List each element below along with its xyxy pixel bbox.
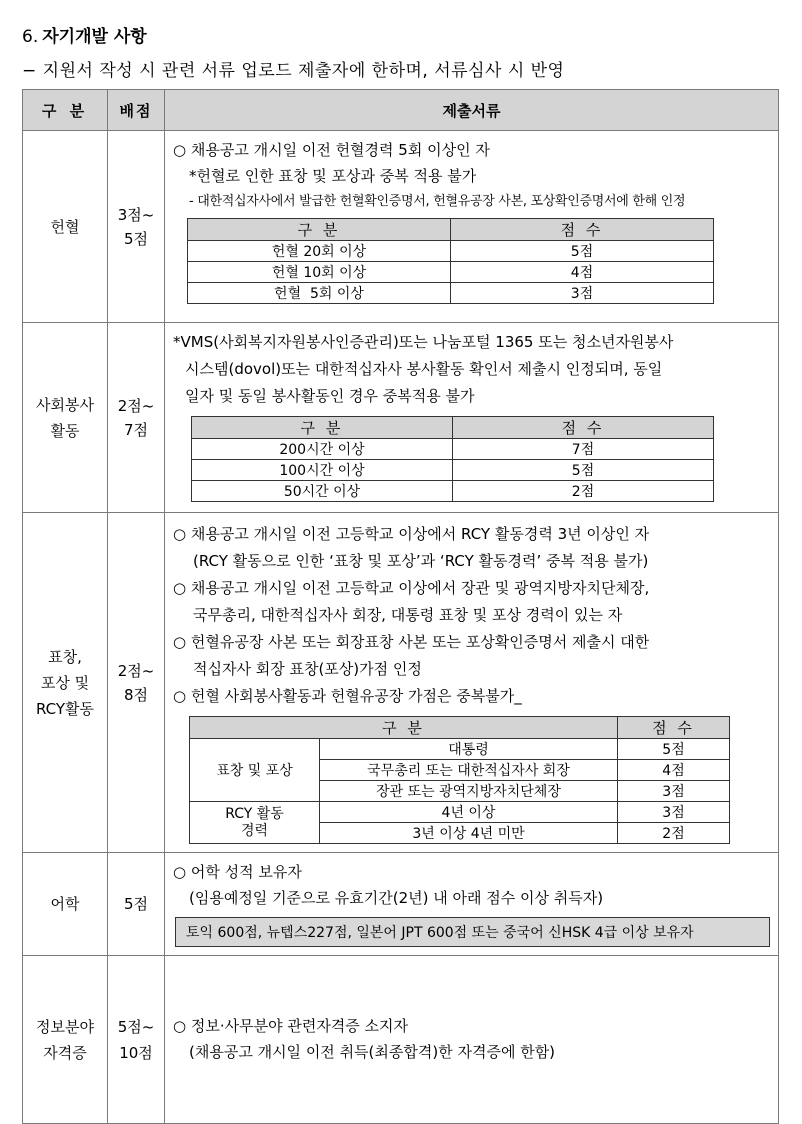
category-label: 사회봉사 <box>36 395 94 414</box>
note-line: (임용예정일 기준으로 유효기간(2년) 내 아래 점수 이상 취득자) <box>189 889 604 907</box>
requirement-line: 국무총리, 대한적십자사 회장, 대통령 표창 및 포상 경력이 있는 자 <box>193 606 623 624</box>
header-row <box>23 90 779 131</box>
points-min: 3점~ <box>117 205 155 224</box>
points-cell <box>108 853 165 956</box>
category-cell <box>23 513 108 853</box>
category-cell <box>23 323 108 513</box>
requirement-line: ○ 헌혈유공장 사본 또는 회장표창 사본 또는 포상확인증명서 제출시 대한 <box>173 633 650 651</box>
score-criterion: 헌혈 20회 이상 <box>188 241 451 262</box>
score-group-label <box>190 802 320 844</box>
score-table <box>191 416 714 502</box>
score-header-points: 점 수 <box>453 417 714 439</box>
score-criterion: 헌혈 10회 이상 <box>188 262 451 283</box>
score-group-label-line: RCY 활동 <box>225 805 284 822</box>
documents-cell <box>165 131 779 323</box>
category-cell <box>23 956 108 1124</box>
category-label: 포상 및 <box>40 673 90 692</box>
score-criterion: 4년 이상 <box>320 802 618 823</box>
score-row <box>192 460 714 481</box>
points-max: 10점 <box>119 1043 153 1062</box>
category-label: 헌혈 <box>50 217 80 236</box>
note-line: *VMS(사회복지자원봉사인증관리)또는 나눔포털 1365 또는 청소년자원봉사 <box>173 333 674 351</box>
note-line: - 대한적십자사에서 발급한 헌혈확인증명서, 헌혈유공장 사본, 포상확인증명서에 한해 인정 <box>189 194 686 209</box>
category-label: 자격증 <box>43 1043 87 1062</box>
note-line: *헌혈로 인한 표창 및 포상과 중복 적용 불가 <box>189 167 477 185</box>
note-line: 일자 및 동일 봉사활동인 경우 중복적용 불가 <box>185 387 475 405</box>
documents-cell <box>165 513 779 853</box>
points-cell <box>108 513 165 853</box>
points-max: 5점 <box>123 229 149 248</box>
score-row <box>190 739 730 760</box>
requirement-line: ○ 채용공고 개시일 이전 헌혈경력 5회 이상인 자 <box>173 141 490 159</box>
points-cell <box>108 323 165 513</box>
note-line: (RCY 활동으로 인한 ‘표창 및 포상’과 ‘RCY 활동경력’ 중복 적용 불가) <box>193 552 649 570</box>
score-table <box>187 218 714 304</box>
row-language <box>23 853 779 956</box>
score-criterion: 3년 이상 4년 미만 <box>320 823 618 844</box>
section-title <box>22 22 147 47</box>
score-criterion: 200시간 이상 <box>192 439 453 460</box>
category-cell <box>23 853 108 956</box>
header-documents: 제출서류 <box>165 90 779 131</box>
category-cell <box>23 131 108 323</box>
note-line: 시스템(dovol)또는 대한적십자사 봉사활동 확인서 제출시 인정되며, 동일 <box>185 360 663 378</box>
score-header-points: 점 수 <box>451 219 714 241</box>
score-criterion: 장관 또는 광역지방자치단체장 <box>320 781 618 802</box>
category-label: 활동 <box>50 421 80 440</box>
score-value: 5점 <box>451 241 714 262</box>
score-value: 4점 <box>618 760 730 781</box>
points-max: 7점 <box>123 420 149 439</box>
section-number: 6. <box>22 27 39 47</box>
points-value: 5점 <box>123 895 149 913</box>
requirement-line: ○ 어학 성적 보유자 <box>173 863 302 881</box>
score-row <box>192 439 714 460</box>
note-line: (채용공고 개시일 이전 취득(최종합격)한 자격증에 한함) <box>189 1042 556 1061</box>
requirement-line: ○ 헌혈 사회봉사활동과 헌혈유공장 가점은 중복불가_ <box>173 687 522 705</box>
score-value: 5점 <box>453 460 714 481</box>
row-it-certificate <box>23 956 779 1124</box>
score-value: 4점 <box>451 262 714 283</box>
score-criterion: 50시간 이상 <box>192 481 453 502</box>
score-row <box>190 802 730 823</box>
category-label: 표창, <box>48 647 82 666</box>
score-criterion: 대통령 <box>320 739 618 760</box>
score-header-points: 점 수 <box>618 717 730 739</box>
score-row <box>188 283 714 304</box>
row-award-rcy <box>23 513 779 853</box>
score-criterion: 100시간 이상 <box>192 460 453 481</box>
category-label: 어학 <box>50 895 80 913</box>
points-cell <box>108 956 165 1124</box>
score-value: 3점 <box>618 781 730 802</box>
score-value: 3점 <box>618 802 730 823</box>
language-score-box: 토익 600점, 뉴텝스227점, 일본어 JPT 600점 또는 중국어 신HSK 4급 이상 보유자 <box>175 917 770 947</box>
header-category: 구 분 <box>23 90 108 131</box>
score-value: 2점 <box>453 481 714 502</box>
score-header-category: 구 분 <box>192 417 453 439</box>
score-row <box>188 262 714 283</box>
score-group-label-line: 경력 <box>240 822 269 839</box>
score-header-category: 구 분 <box>188 219 451 241</box>
score-value: 3점 <box>451 283 714 304</box>
row-volunteer <box>23 323 779 513</box>
score-group-label: 표창 및 포상 <box>190 739 320 802</box>
category-label: RCY활동 <box>35 699 95 718</box>
documents-cell <box>165 323 779 513</box>
requirement-line: ○ 정보·사무분야 관련자격증 소지자 <box>173 1016 409 1035</box>
score-value: 7점 <box>453 439 714 460</box>
score-row <box>192 481 714 502</box>
score-criterion: 헌혈 5회 이상 <box>188 283 451 304</box>
score-value: 2점 <box>618 823 730 844</box>
requirement-line: 적십자사 회장 표창(포상)가점 인정 <box>193 660 422 678</box>
score-table <box>189 716 730 844</box>
category-label: 정보분야 <box>36 1017 94 1036</box>
requirement-line: ○ 채용공고 개시일 이전 고등학교 이상에서 장관 및 광역지방자치단체장, <box>173 579 650 597</box>
score-value: 5점 <box>618 739 730 760</box>
points-min: 2점~ <box>117 396 155 415</box>
documents-cell <box>165 956 779 1124</box>
points-min: 2점~ <box>117 661 155 680</box>
documents-cell <box>165 853 779 956</box>
score-header-category: 구 분 <box>190 717 618 739</box>
points-cell <box>108 131 165 323</box>
score-criterion: 국무총리 또는 대한적십자사 회장 <box>320 760 618 781</box>
row-blood-donation <box>23 131 779 323</box>
section-title-text: 자기개발 사항 <box>42 27 147 47</box>
points-max: 8점 <box>123 685 149 704</box>
section-subtitle: − 지원서 작성 시 관련 서류 업로드 제출자에 한하며, 서류심사 시 반영 <box>22 61 565 81</box>
points-min: 5점~ <box>117 1017 155 1036</box>
requirement-line: ○ 채용공고 개시일 이전 고등학교 이상에서 RCY 활동경력 3년 이상인 자 <box>173 525 650 543</box>
header-points: 배점 <box>108 90 165 131</box>
score-row <box>188 241 714 262</box>
self-development-table <box>22 89 779 1124</box>
